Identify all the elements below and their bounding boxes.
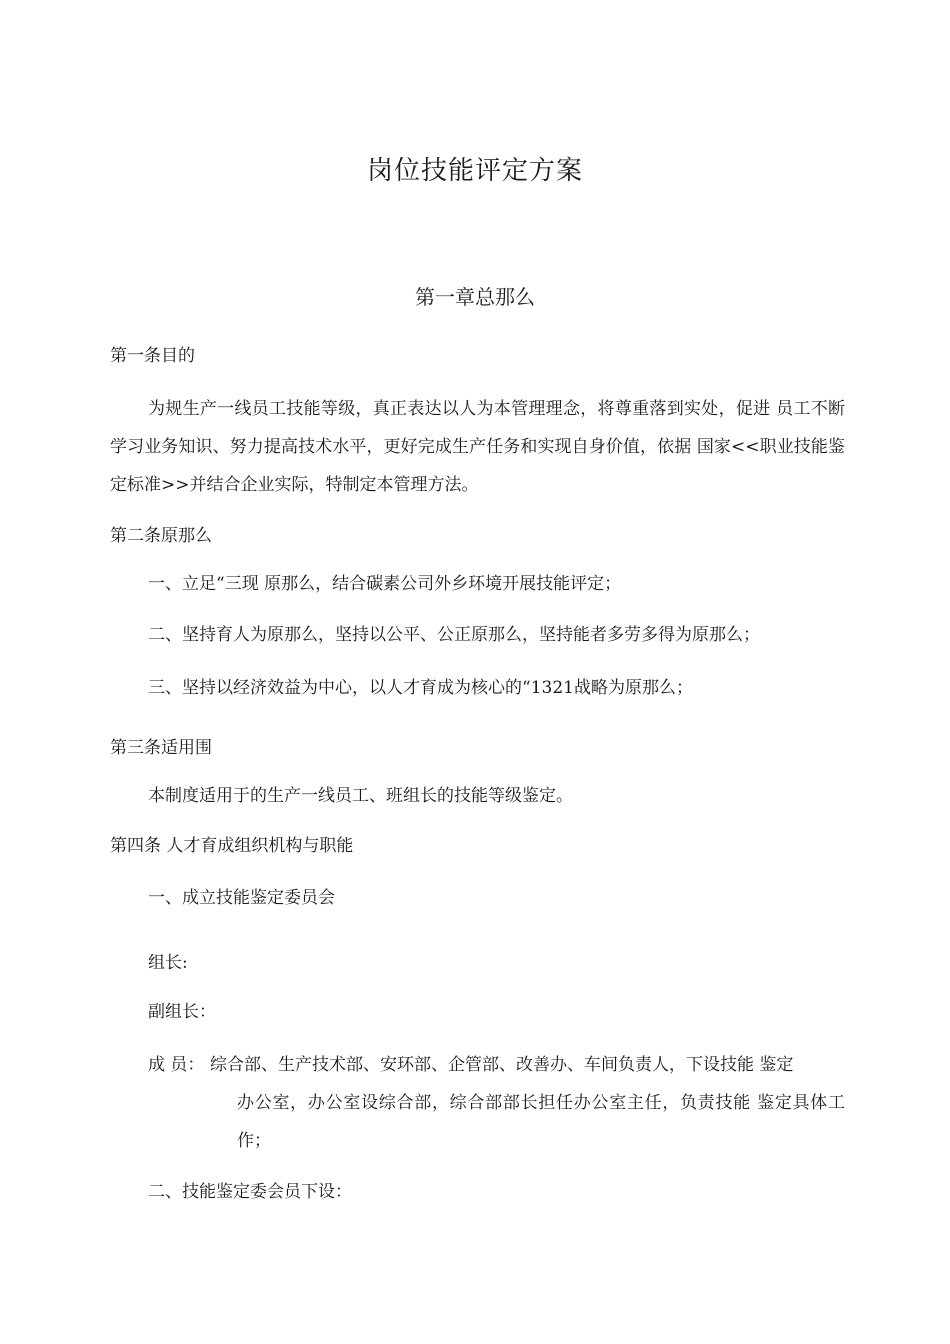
article3-heading: 第三条适用围	[110, 738, 212, 758]
article3-body: 本制度适用于的生产一线员工、班组长的技能等级鉴定。	[148, 786, 573, 806]
article4-item-2: 二、技能鉴定委会员下设：	[148, 1182, 352, 1202]
article2-heading: 第二条原那么	[110, 526, 212, 546]
deputy-label: 副组长：	[148, 1002, 216, 1022]
article4-heading: 第四条 人才育成组织机构与职能	[110, 836, 354, 856]
article1-body: 为规生产一线员工技能等级，真正表达以人为本管理理念，将尊重落到实处，促进 员工不断学习业务知识、努力提高技术水平，更好完成生产任务和实现自身价值，依据 国家<<职业技能鉴定标准>>并结合企业实际，特制定本管理方法。	[110, 399, 845, 495]
document-title: 岗位技能评定方案	[366, 156, 583, 186]
chapter-heading: 第一章总那么	[415, 285, 535, 309]
article2-item-2: 二、坚持育人为原那么，坚持以公平、公正原那么，坚持能者多劳多得为原那么；	[148, 625, 760, 645]
article4-item-1: 一、成立技能鉴定委员会	[148, 888, 335, 908]
leader-label: 组长:	[148, 953, 188, 973]
article2-item-1: 一、立足“三现 原那么，结合碳素公司外乡环境开展技能评定；	[148, 574, 622, 594]
article1-heading: 第一条目的	[110, 346, 195, 366]
article2-item-3: 三、坚持以经济效益为中心，以人才育成为核心的“1321战略为原那么；	[148, 678, 693, 698]
member-text	[210, 1046, 845, 1160]
member-text-continuation: 办公室，办公室设综合部，综合部部长担任办公室主任，负责技能 鉴定具体工作；	[237, 1093, 845, 1151]
member-text-line: 综合部、生产技术部、安环部、企管部、改善办、车间负责人，下设技能 鉴定	[210, 1055, 794, 1075]
member-label: 成 员：	[148, 1055, 205, 1075]
